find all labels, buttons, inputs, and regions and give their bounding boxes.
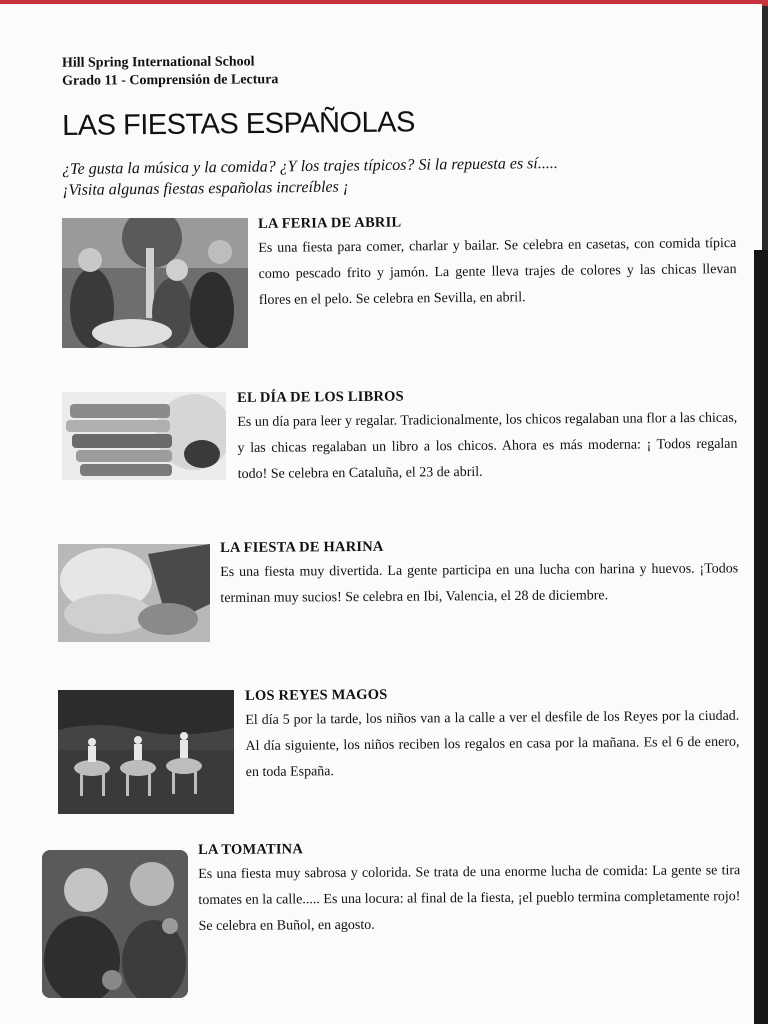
section-text: Es una fiesta para comer, charlar y bailar. Se celebra en casetas, con comida típica como pescado frito y jamón. La gente lleva trajes de colores y las chicas llevan flores en el pelo. Se celebra en Sevilla, en abril. [258,235,737,308]
section-text: Es una fiesta muy sabrosa y colorida. Se trata de una enorme lucha de comida: La gente se tira tomates en la calle..... Es una locura: al final de la fiesta, ¡el pueblo termina completamente rojo! Se celebra en Buñol, en agosto. [198,863,741,934]
section-reyes [245,684,740,786]
tomatina-photo [42,850,188,998]
flour-photo [58,544,210,642]
section-heading: EL DÍA DE LOS LIBROS [237,388,404,406]
section-heading: LA TOMATINA [198,841,304,858]
school-name: Hill Spring International School [61,54,255,71]
section-heading: LA FIESTA DE HARINA [220,538,384,556]
section-harina [220,536,738,612]
worksheet-header [62,53,279,91]
section-heading: LOS REYES MAGOS [245,686,388,704]
section-text: Es una fiesta muy divertida. La gente participa en una lucha con harina y huevos. ¡Todos terminan muy sucios! Se celebra en Ibi, Valencia, el 28 de diciembre. [220,561,739,606]
section-libros [237,386,738,488]
page-title: LAS FIESTAS ESPAÑOLAS [62,106,415,142]
reyes-magos-illustration [58,690,234,814]
books-photo [62,392,226,480]
intro-line-2: ¡Visita algunas fiestas españolas increíbles ¡ [62,178,350,199]
section-text: Es un día para leer y regalar. Tradicionalmente, los chicos regalaban una flor a las chicas, y las chicas regalaban un libro a los chicos. Ahora es más moderna: ¡ Todos regalan todo! Se celebra en Cataluña, el 23 de abril. [237,410,738,482]
page-right-shadow [754,250,768,1024]
feria-photo [62,218,248,348]
grade-line: Grado 11 - Comprensión de Lectura [62,72,279,89]
section-heading: LA FERIA DE ABRIL [258,214,402,232]
intro-line-1: ¿Te gusta la música y la comida? ¿Y los trajes típicos? Si la repuesta es sí..... [62,154,558,178]
section-feria [258,211,737,314]
section-tomatina [198,838,741,940]
intro-text [62,153,558,201]
section-text: El día 5 por la tarde, los niños van a la calle a ver el desfile de los Reyes por la ciudad. Al día siguiente, los niños reciben los regalos en casa por la mañana. Es el 6 de enero, en toda España. [245,708,740,780]
worksheet-page [0,4,762,1024]
